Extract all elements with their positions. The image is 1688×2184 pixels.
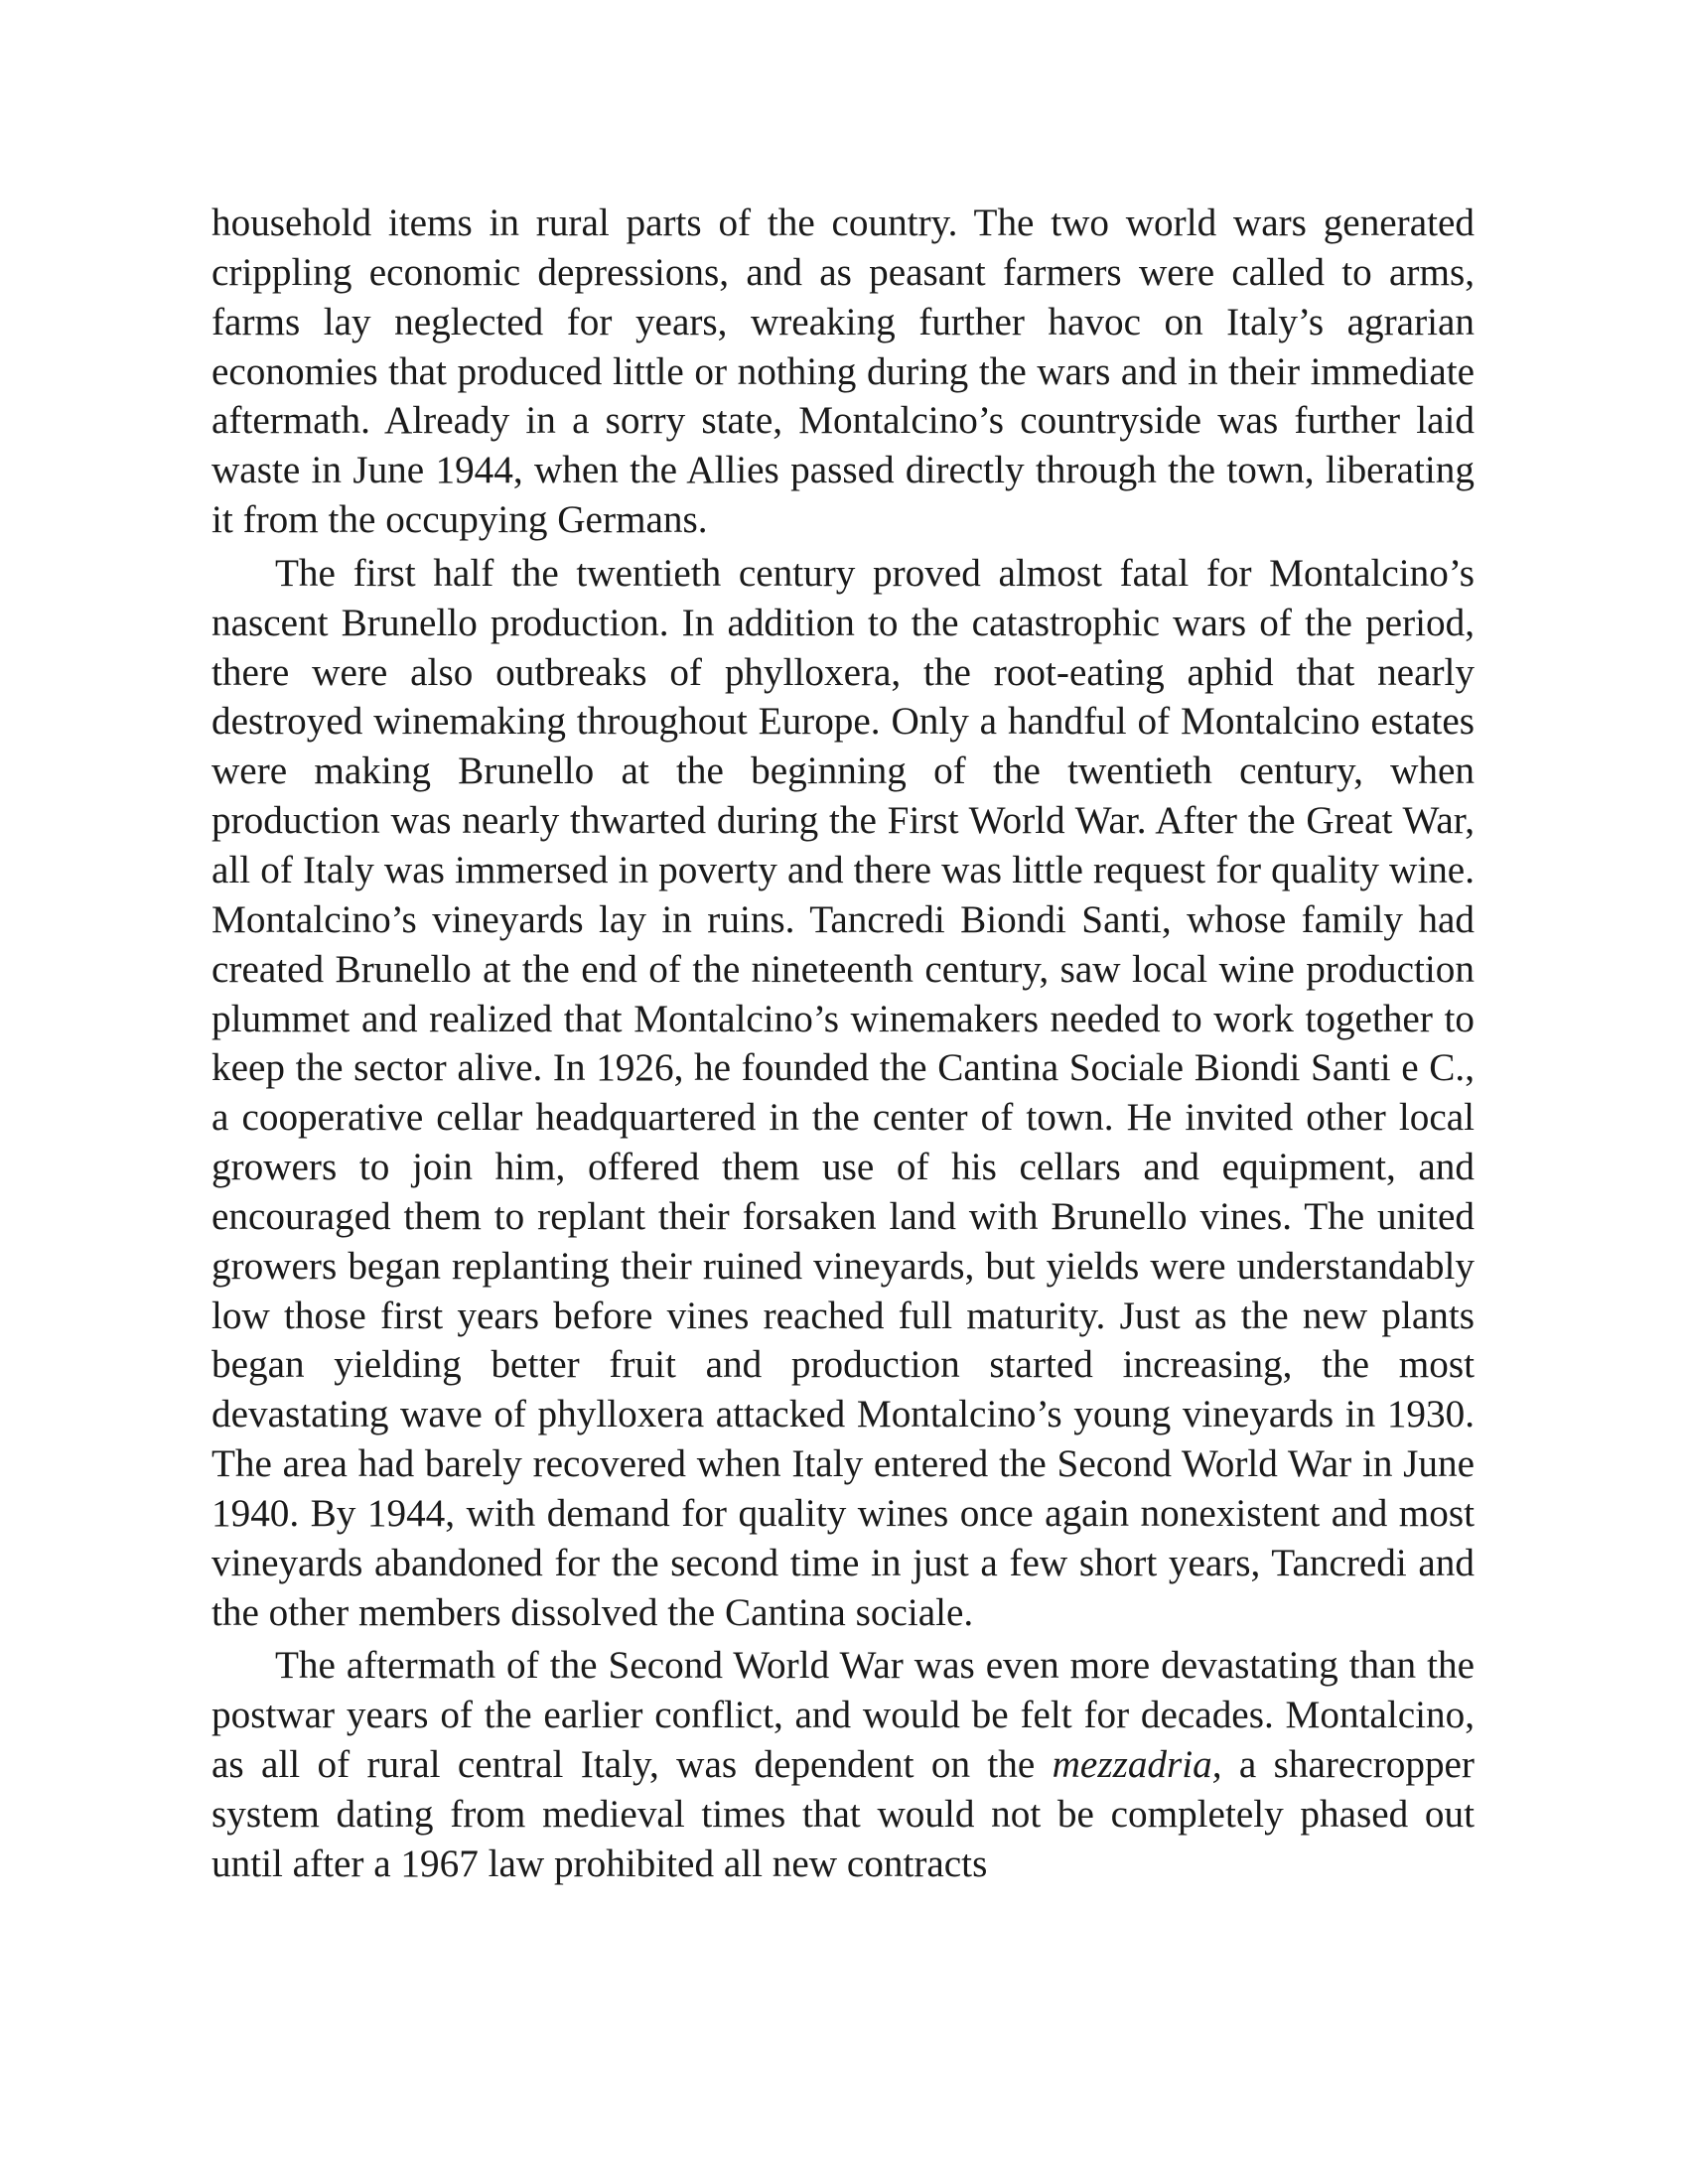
paragraph-3-text-after: a sharecropper system dating from medieval times that would not be completely phased out until after a 1967 law prohibited all new contracts [211,1743,1475,1885]
paragraph-3-emphasis: mezzadria, [1052,1743,1222,1787]
paragraph-3-text-before: The aftermath of the Second World War was even more devastating than the postwar years of the earlier conflict, and would be felt for decades. Montalcino, as all of rural central Italy, was dependent on the [211,1644,1475,1787]
page-body [211,199,1475,1889]
paragraph-2: The first half the twentieth century proved almost fatal for Montalcino’s nascent Brunello production. In addition to the catastrophic wars of the period, there were also outbreaks of phylloxera, the root-eating aphid that nearly destroyed winemaking throughout Europe. Only a handful of Montalcino estates were making Brunello at the beginning of the twentieth century, when production was nearly thwarted during the First World War. After the Great War, all of Italy was immersed in poverty and there was little request for quality wine. Montalcino’s vineyards lay in ruins. Tancredi Biondi Santi, whose family had created Brunello at the end of the nineteenth century, saw local wine production plummet and realized that Montalcino’s winemakers needed to work together to keep the sector alive. In 1926, he founded the Cantina Sociale Biondi Santi e C., a cooperative cellar headquartered in the center of town. He invited other local growers to join him, offered them use of his cellars and equipment, and encouraged them to replant their forsaken land with Brunello vines. The united growers began replanting their ruined vineyards, but yields were understandably low those first years before vines reached full maturity. Just as the new plants began yielding better fruit and production started increasing, the most devastating wave of phylloxera attacked Montalcino’s young vineyards in 1930. The area had barely recovered when Italy entered the Second World War in June 1940. By 1944, with demand for quality wines once again nonexistent and most vineyards abandoned for the second time in just a few short years, Tancredi and the other members dissolved the Cantina sociale. [211,551,1475,1634]
paragraph-3 [211,1641,1475,1888]
paragraph-1: household items in rural parts of the country. The two world wars generated crippling economic depressions, and as peasant farmers were called to arms, farms lay neglected for years, wreaking further havoc on Italy’s agrarian economies that produced little or nothing during the wars and in their immediate aftermath. Already in a sorry state, Montalcino’s countryside was further laid waste in June 1944, when the Allies passed directly through the town, liberating it from the occupying Germans. [211,202,1475,542]
